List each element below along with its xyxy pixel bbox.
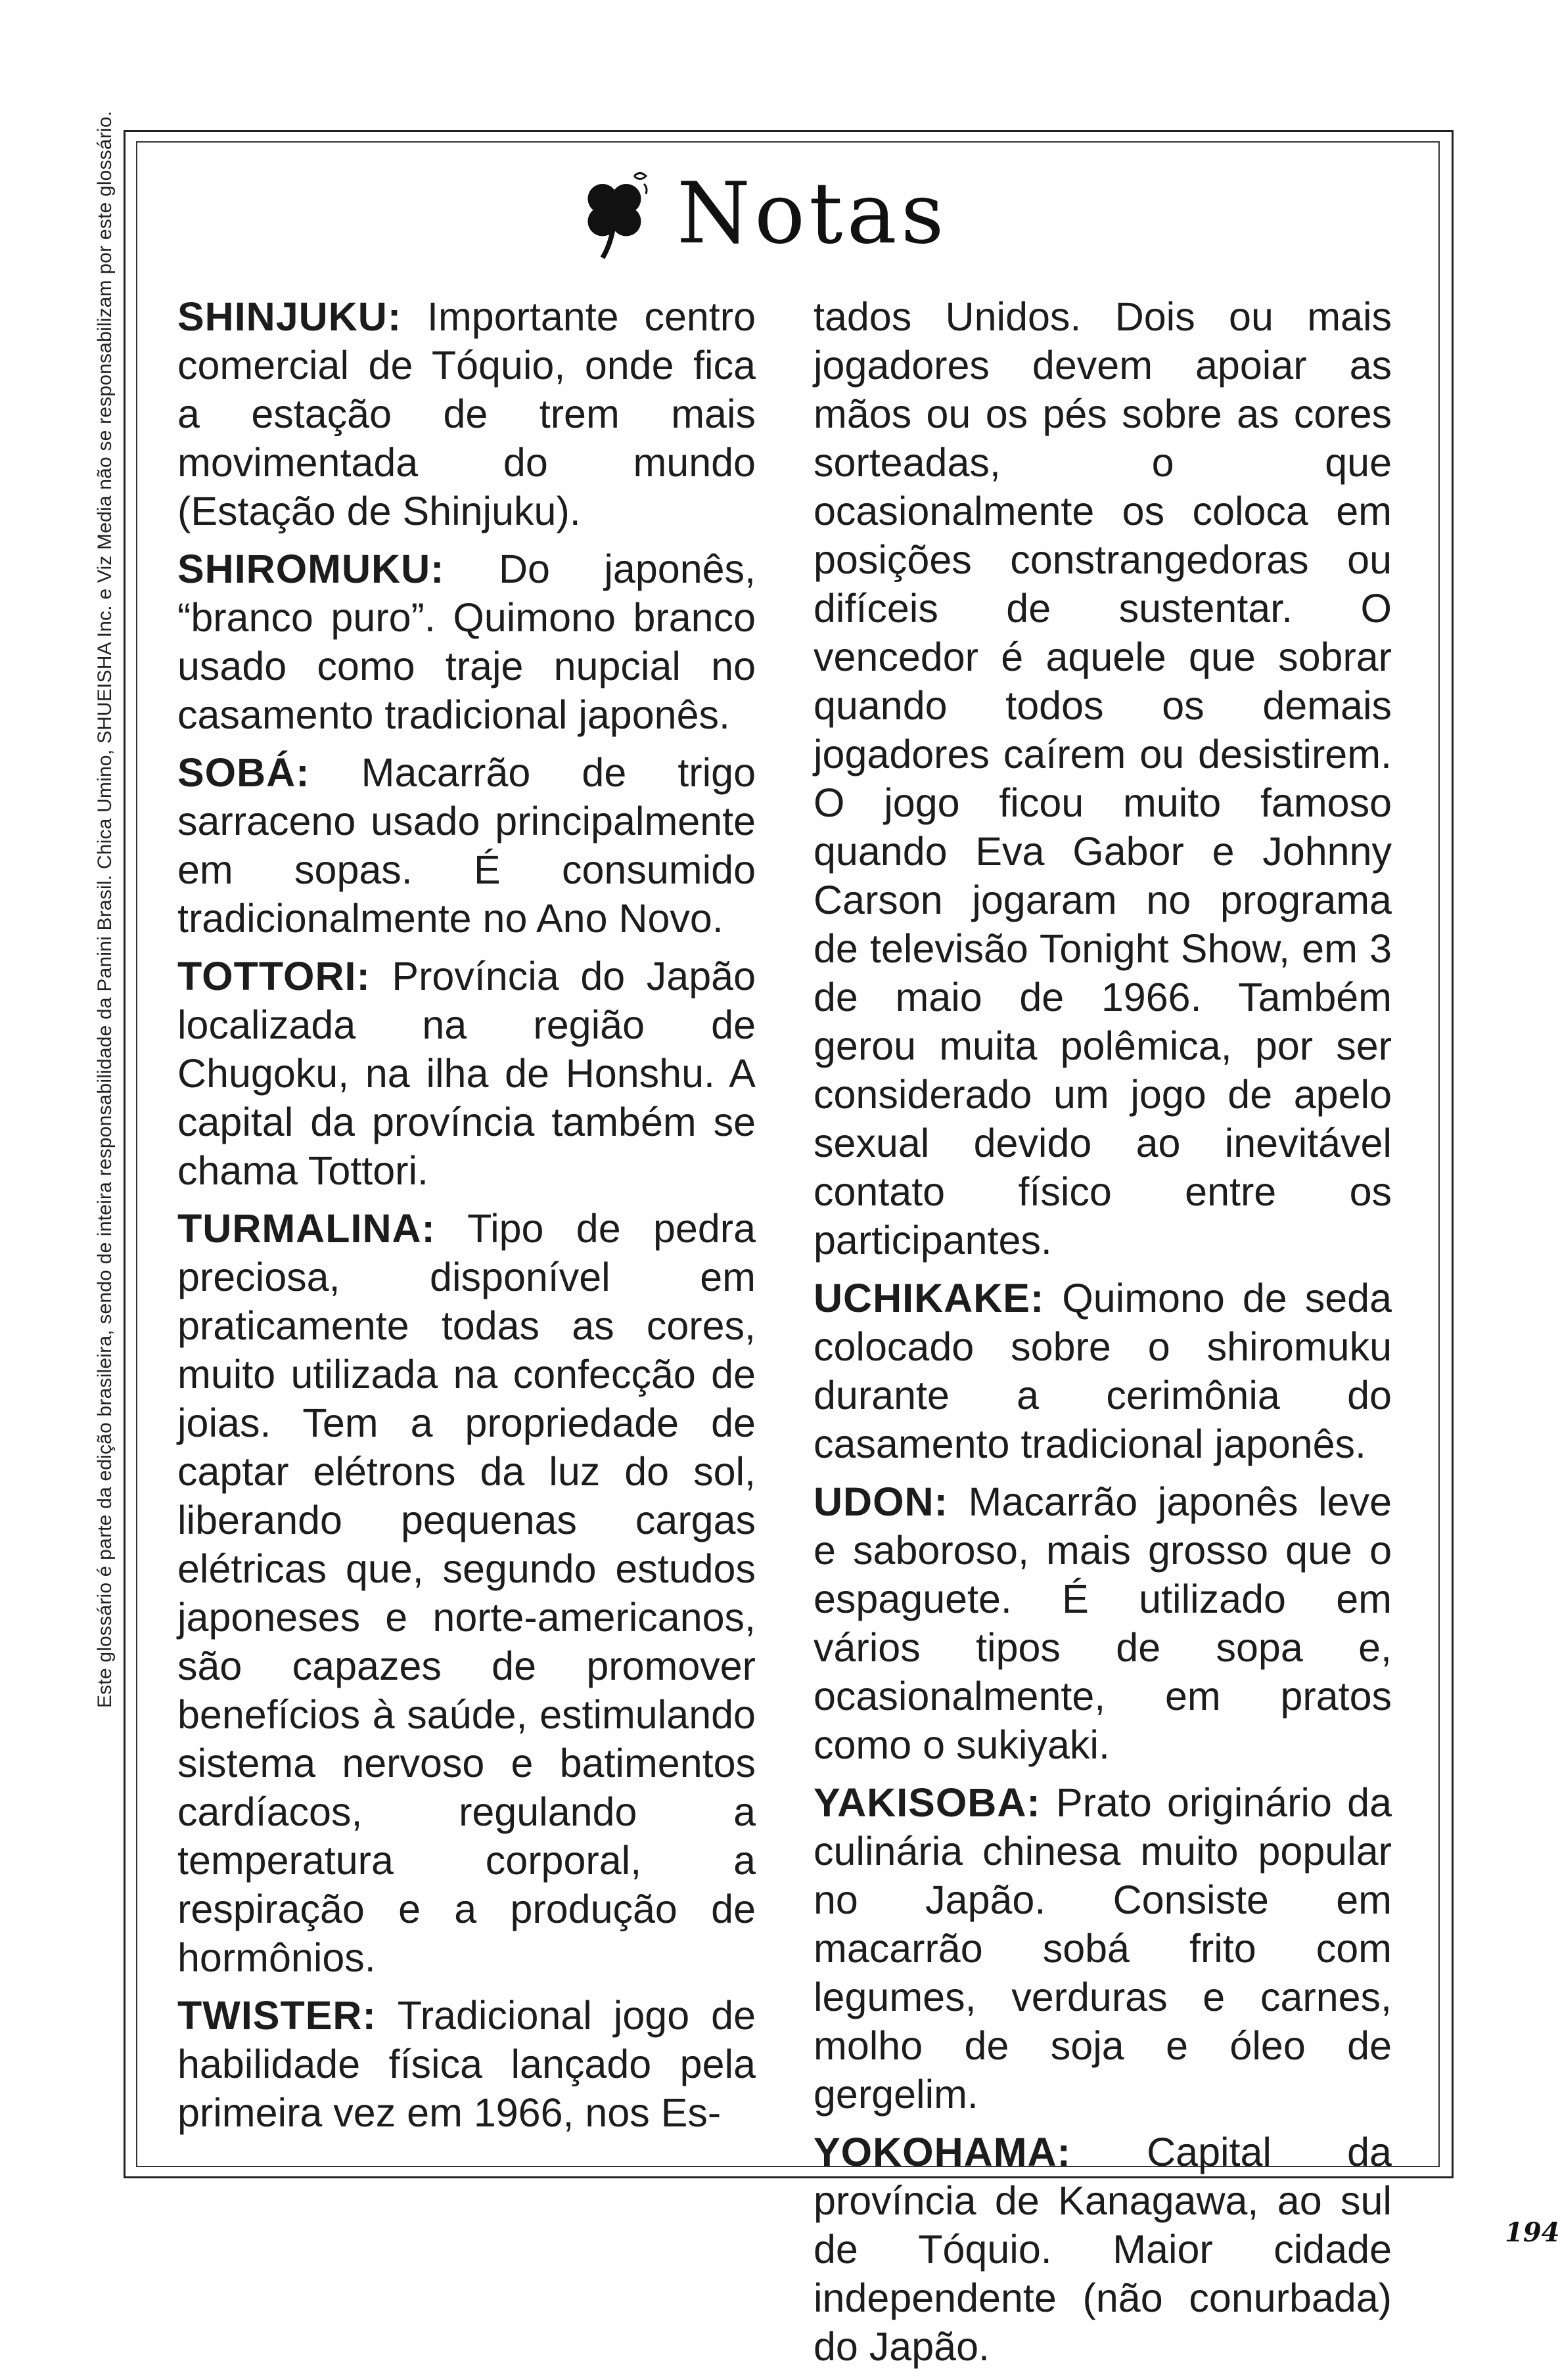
entry-definition: Macarrão de trigo sarraceno usado principalmente em sopas. É consumido tradicionalmente no Ano Novo. [177,750,756,941]
glossary-entry-shiromuku [177,545,756,739]
entry-term: UCHIKAKE: [814,1276,1045,1320]
entry-term: UDON: [814,1479,948,1524]
entry-term: SHINJUKU: [177,294,402,339]
entry-definition: Província do Japão localizada na região de Chugoku, na ilha de Honshu. A capital da província também se chama Tottori. [177,954,756,1193]
title-text: Notas [677,164,948,263]
entry-term: YAKISOBA: [814,1780,1041,1825]
glossary-entry-twister [177,1991,756,2137]
clover-icon [565,164,664,263]
entry-term: TURMALINA: [177,1206,436,1251]
glossary-entry-twister-continued [814,292,1392,1265]
right-column [814,292,1392,2380]
glossary-entry-turmalina [177,1204,756,1982]
entry-definition: Do japonês, “branco puro”. Quimono branco usado como traje nupcial no casamento tradicional japonês. [177,547,756,737]
glossary-entry-yokohama [814,2128,1392,2371]
entry-definition: Tipo de pedra preciosa, disponível em praticamente todas as cores, muito utilizada na confecção de joias. Tem a propriedade de captar elétrons da luz do sol, liberando pequenas cargas elétricas que, segundo estudos japoneses e norte-americanos, são capazes de promover benefícios à saúde, estimulando sistema nervoso e batimentos cardíacos, regulando a temperatura corporal, a respiração e a produção de hormônios. [177,1206,756,1980]
entry-term: SOBÁ: [177,750,310,795]
entry-term: TWISTER: [177,1993,377,2038]
entry-definition: tados Unidos. Dois ou mais jogadores devem apoiar as mãos ou os pés sobre as cores sorteadas, o que ocasionalmente os coloca em posições constrangedoras ou difíceis de sustentar. O vencedor é aquele que sobrar quando todos os demais jogadores caírem ou desistirem. O jogo ficou muito famoso quando Eva Gabor e Johnny Carson jogaram no programa de televisão Tonight Show, em 3 de maio de 1966. Também gerou muita polêmica, por ser considerado um jogo de apelo sexual devido ao inevitável contato físico entre os participantes. [814,294,1392,1263]
entry-term: YOKOHAMA: [814,2130,1071,2174]
left-column [177,292,756,2146]
copyright-side-note: Este glossário é parte da edição brasileira, sendo de inteira responsabilidade da Panini Brasil. Chica Umino, SHUEISHA Inc. e Viz Media não se responsabilizam por este glossário. [94,110,116,1708]
page-number: 194 [1505,2217,1560,2248]
entry-definition: Capital da província de Kanagawa, ao sul de Tóquio. Maior cidade independente (não conurbada) do Japão. [814,2130,1392,2369]
entry-definition: Importante centro comercial de Tóquio, onde fica a estação de trem mais movimentada do mundo (Estação de Shinjuku). [177,294,756,533]
entry-term: TOTTORI: [177,954,371,999]
entry-definition: Prato originário da culinária chinesa muito popular no Japão. Consiste em macarrão sobá frito com legumes, verduras e carnes, molho de soja e óleo de gergelim. [814,1780,1392,2117]
entry-definition: Tradicional jogo de habilidade física lançado pela primeira vez em 1966, nos Es- [177,1993,756,2135]
glossary-entry-uchikake [814,1274,1392,1468]
page-title [565,148,948,279]
glossary-entry-soba [177,748,756,943]
entry-definition: Macarrão japonês leve e saboroso, mais grosso que o espaguete. É utilizado em vários tipos de sopa e, ocasionalmente, em pratos como o sukiyaki. [814,1479,1392,1767]
glossary-entry-tottori [177,952,756,1195]
glossary-entry-shinjuku [177,292,756,535]
glossary-entry-udon [814,1477,1392,1769]
entry-definition: Quimono de seda colocado sobre o shiromuku durante a cerimônia do casamento tradicional japonês. [814,1276,1392,1466]
entry-term: SHIROMUKU: [177,547,445,591]
glossary-entry-yakisoba [814,1778,1392,2119]
